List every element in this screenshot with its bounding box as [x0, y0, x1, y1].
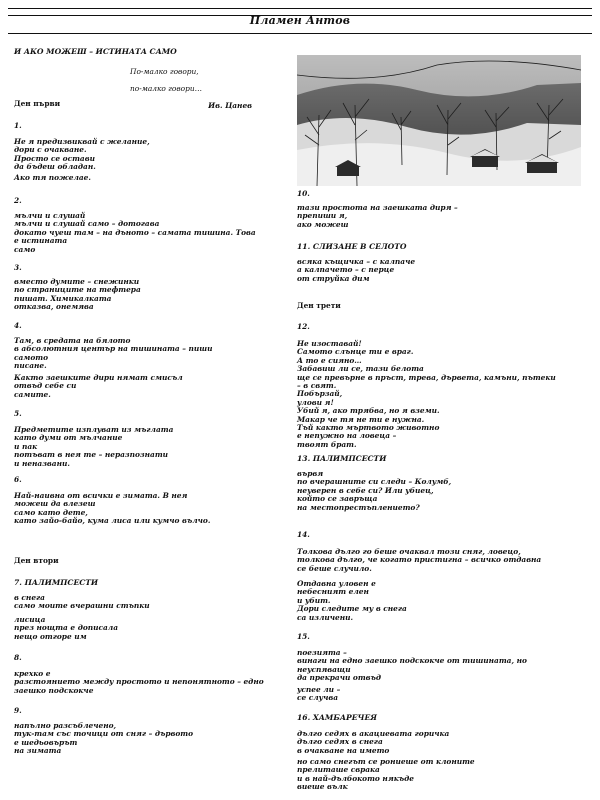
section-1-text-2: Ако тя пожелае. [14, 173, 91, 182]
section-15-text: поезията – винаги на едно заешко подскокче от тишината, но неуспяващи да прекрачи отвъд [297, 648, 527, 683]
section-8-number: 8. [14, 653, 22, 662]
section-4-number: 4. [14, 321, 22, 330]
section-7-title: 7. ПАЛИМПСЕСТИ [14, 578, 99, 587]
section-2-text: мълчи и слушай мълчи и слушай само – дотогава докато чуеш там – на дъното – самата тишина. Това е истината само [14, 211, 256, 254]
section-16-title: 16. ХАМБАРЕЧЕЯ [297, 713, 377, 722]
section-7-text: в снега само моите вчерашни стъпки [14, 593, 150, 611]
section-3-number: 3. [14, 263, 22, 272]
section-4-text: Там, в средата на бялото в абсолютния център на тишината – пиши самото писане. [14, 336, 213, 371]
section-14-text: Толкова дълго го беше очаквал този сняг, ловецо, толкова дълго, че когато пристигна – всичко отдавна се беше случило. [297, 547, 542, 573]
section-13-title: 13. ПАЛИМПСЕСТИ [297, 454, 387, 463]
section-15-number: 15. [297, 632, 310, 641]
section-10-text: тази простота на заешката диря – препиши я, ако можеш [297, 203, 458, 229]
section-15-text-2: успее ли – се случва [297, 685, 341, 703]
section-8-text: крехко е разстоянието между простото и непонятното – едно заешко подскокче [14, 669, 264, 695]
section-5-text: Предметите изплуват из мъглата като думи от мълчание и пак потъват в нея те – неразпознати и неназвани. [14, 425, 174, 468]
section-9-text: напълно разсъблечено, тук-там със точици от сняг – дървото е шедьовърът на зимата [14, 721, 194, 756]
winter-landscape-photo [297, 55, 581, 186]
epigraph-line-1: По-малко говори, [130, 67, 199, 77]
day-3-heading: Ден трети [297, 301, 341, 310]
day-2-heading: Ден втори [14, 556, 59, 565]
epigraph [92, 60, 252, 119]
section-6-text: Най-наивна от всички е зимата. В нея можеш да влезеш само като дете, като зайо-байо, кума лиса или кумчо вълчо. [14, 491, 211, 526]
section-1-text: Не я предизвиквай с желание, дори с очакване. Просто се остави да бъдеш обладан. [14, 137, 150, 172]
section-7-text-2: лисица през нощта е дописала нещо отгоре им [14, 615, 118, 641]
section-16-text: дълго седях в акациевата горичка дълго седях в снега в очакване на името [297, 729, 450, 755]
epigraph-line-2: по-малко говори… [130, 84, 202, 94]
section-16-text-2: но само снегът се рониеше от клоните прелиташе сврака и в най-дълбокото някъде виеше вълк [297, 757, 475, 792]
header-rule-bottom [8, 33, 592, 34]
section-12-text: Не изоставай! Самото слънце ти е враг. А то е сияно… Забавиш ли се, тази белота ще се превърне в пръст, трева, дървета, камъни, пътеки – в свят. Побързай, улови я! Убий я, ако трябва, но я вземи. Макар че тя не ти е нужна. Тъй както мъртвото животно е непужно на ловеца – твоят брат. [297, 339, 556, 449]
section-9-number: 9. [14, 706, 22, 715]
section-11-text: всяка къщичка – с калпаче а калпачето – с перце от струйка дим [297, 257, 416, 283]
section-4-text-2: Както заешките дири нямат смисъл отвъд себе си самите. [14, 373, 183, 399]
section-10-number: 10. [297, 189, 310, 198]
section-12-number: 12. [297, 322, 310, 331]
section-6-number: 6. [14, 475, 22, 484]
section-11-title: 11. СЛИЗАНЕ В СЕЛОТО [297, 242, 407, 251]
section-2-number: 2. [14, 196, 22, 205]
section-5-number: 5. [14, 409, 22, 418]
section-14-number: 14. [297, 530, 310, 539]
epigraph-author: Ив. Цанев [208, 101, 252, 111]
day-1-heading: Ден първи [14, 99, 61, 108]
poem-title: И АКО МОЖЕШ – ИСТИНАТА САМО [14, 47, 177, 56]
section-14-text-2: Отдавна уловен е небесният елен и убит. Дори следите му в снега са изличени. [297, 579, 407, 622]
page-header [8, 8, 592, 28]
header-author-title: Пламен Антов [249, 14, 351, 27]
section-13-text: вървя по вчерашните си следи – Колумб, неуверен в себе си? Или убиец, който се завръща на местопрестъплението? [297, 469, 452, 512]
photo-graphic [297, 55, 581, 186]
section-3-text: вместо думите – снежинки по страниците на тефтера пишат. Химикалката отказва, онемява [14, 277, 141, 312]
section-1-number: 1. [14, 121, 22, 130]
